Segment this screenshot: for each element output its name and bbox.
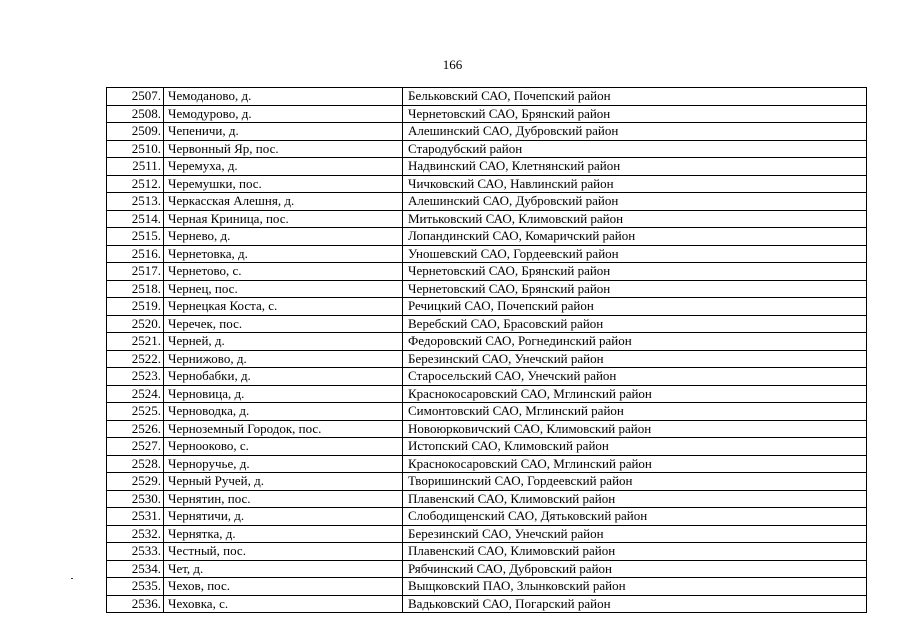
settlement-name: Черемуха, д. bbox=[164, 158, 403, 176]
row-number: 2532. bbox=[107, 525, 164, 543]
row-number: 2525. bbox=[107, 403, 164, 421]
settlement-name: Черкасская Алешня, д. bbox=[164, 193, 403, 211]
settlement-name: Чернец, пос. bbox=[164, 280, 403, 298]
row-number: 2536. bbox=[107, 595, 164, 613]
administrative-unit: Краснокосаровский САО, Мглинский район bbox=[403, 455, 867, 473]
settlements-table-body bbox=[107, 88, 867, 613]
row-number: 2508. bbox=[107, 105, 164, 123]
settlement-name: Чернятичи, д. bbox=[164, 508, 403, 526]
settlement-name: Черечек, пос. bbox=[164, 315, 403, 333]
administrative-unit: Березинский САО, Унечский район bbox=[403, 350, 867, 368]
settlement-name: Чернецкая Коста, с. bbox=[164, 298, 403, 316]
administrative-unit: Слободищенский САО, Дятьковский район bbox=[403, 508, 867, 526]
settlement-name: Червонный Яр, пос. bbox=[164, 140, 403, 158]
table-row bbox=[107, 245, 867, 263]
row-number: 2526. bbox=[107, 420, 164, 438]
settlement-name: Чернятин, пос. bbox=[164, 490, 403, 508]
row-number: 2529. bbox=[107, 473, 164, 491]
administrative-unit: Чичковский САО, Навлинский район bbox=[403, 175, 867, 193]
row-number: 2517. bbox=[107, 263, 164, 281]
table-row bbox=[107, 210, 867, 228]
administrative-unit: Выщковский ПАО, Злынковский район bbox=[403, 578, 867, 596]
settlement-name: Чеховка, с. bbox=[164, 595, 403, 613]
settlement-name: Черновица, д. bbox=[164, 385, 403, 403]
settlement-name: Чернетовка, д. bbox=[164, 245, 403, 263]
administrative-unit: Митьковский САО, Климовский район bbox=[403, 210, 867, 228]
settlements-table bbox=[106, 87, 867, 613]
settlement-name: Черноземный Городок, пос. bbox=[164, 420, 403, 438]
table-row bbox=[107, 193, 867, 211]
row-number: 2523. bbox=[107, 368, 164, 386]
table-row bbox=[107, 385, 867, 403]
row-number: 2533. bbox=[107, 543, 164, 561]
table-row bbox=[107, 455, 867, 473]
table-row bbox=[107, 578, 867, 596]
settlement-name: Чехов, пос. bbox=[164, 578, 403, 596]
settlement-name: Чернижово, д. bbox=[164, 350, 403, 368]
row-number: 2511. bbox=[107, 158, 164, 176]
administrative-unit: Федоровский САО, Рогнединский район bbox=[403, 333, 867, 351]
table-row bbox=[107, 473, 867, 491]
administrative-unit: Старосельский САО, Унечский район bbox=[403, 368, 867, 386]
table-row bbox=[107, 280, 867, 298]
settlement-name: Чемодурово, д. bbox=[164, 105, 403, 123]
administrative-unit: Веребский САО, Брасовский район bbox=[403, 315, 867, 333]
settlement-name: Чет, д. bbox=[164, 560, 403, 578]
page-number: 166 bbox=[442, 57, 463, 72]
administrative-unit: Березинский САО, Унечский район bbox=[403, 525, 867, 543]
row-number: 2535. bbox=[107, 578, 164, 596]
administrative-unit: Чернетовский САО, Брянский район bbox=[403, 263, 867, 281]
table-row bbox=[107, 438, 867, 456]
table-row bbox=[107, 368, 867, 386]
administrative-unit: Уношевский САО, Гордеевский район bbox=[403, 245, 867, 263]
row-number: 2512. bbox=[107, 175, 164, 193]
administrative-unit: Алешинский САО, Дубровский район bbox=[403, 193, 867, 211]
scan-speck bbox=[71, 578, 73, 579]
table-row bbox=[107, 88, 867, 106]
administrative-unit: Плавенский САО, Климовский район bbox=[403, 543, 867, 561]
settlement-name: Черный Ручей, д. bbox=[164, 473, 403, 491]
administrative-unit: Плавенский САО, Климовский район bbox=[403, 490, 867, 508]
table-row bbox=[107, 298, 867, 316]
row-number: 2521. bbox=[107, 333, 164, 351]
table-row bbox=[107, 420, 867, 438]
administrative-unit: Краснокосаровский САО, Мглинский район bbox=[403, 385, 867, 403]
administrative-unit: Бельковский САО, Почепский район bbox=[403, 88, 867, 106]
table-row bbox=[107, 315, 867, 333]
table-row bbox=[107, 350, 867, 368]
table-row bbox=[107, 403, 867, 421]
administrative-unit: Симонтовский САО, Мглинский район bbox=[403, 403, 867, 421]
settlement-name: Черемушки, пос. bbox=[164, 175, 403, 193]
administrative-unit: Рябчинский САО, Дубровский район bbox=[403, 560, 867, 578]
row-number: 2527. bbox=[107, 438, 164, 456]
table-row bbox=[107, 490, 867, 508]
table-row bbox=[107, 123, 867, 141]
row-number: 2510. bbox=[107, 140, 164, 158]
settlement-name: Черноводка, д. bbox=[164, 403, 403, 421]
row-number: 2514. bbox=[107, 210, 164, 228]
row-number: 2528. bbox=[107, 455, 164, 473]
administrative-unit: Творишинский САО, Гордеевский район bbox=[403, 473, 867, 491]
settlement-name: Чемоданово, д. bbox=[164, 88, 403, 106]
table-row bbox=[107, 105, 867, 123]
table-row bbox=[107, 228, 867, 246]
table-row bbox=[107, 140, 867, 158]
row-number: 2507. bbox=[107, 88, 164, 106]
administrative-unit: Чернетовский САО, Брянский район bbox=[403, 105, 867, 123]
administrative-unit: Алешинский САО, Дубровский район bbox=[403, 123, 867, 141]
row-number: 2516. bbox=[107, 245, 164, 263]
table-row bbox=[107, 543, 867, 561]
table-row bbox=[107, 333, 867, 351]
table-row bbox=[107, 595, 867, 613]
administrative-unit: Истопский САО, Климовский район bbox=[403, 438, 867, 456]
row-number: 2513. bbox=[107, 193, 164, 211]
table-row bbox=[107, 158, 867, 176]
settlement-name: Чернево, д. bbox=[164, 228, 403, 246]
settlement-name: Честный, пос. bbox=[164, 543, 403, 561]
table-row bbox=[107, 560, 867, 578]
settlement-name: Черная Криница, пос. bbox=[164, 210, 403, 228]
row-number: 2515. bbox=[107, 228, 164, 246]
row-number: 2509. bbox=[107, 123, 164, 141]
administrative-unit: Стародубский район bbox=[403, 140, 867, 158]
administrative-unit: Вадьковский САО, Погарский район bbox=[403, 595, 867, 613]
administrative-unit: Надвинский САО, Клетнянский район bbox=[403, 158, 867, 176]
row-number: 2530. bbox=[107, 490, 164, 508]
row-number: 2519. bbox=[107, 298, 164, 316]
table-row bbox=[107, 525, 867, 543]
row-number: 2518. bbox=[107, 280, 164, 298]
table-row bbox=[107, 263, 867, 281]
settlement-name: Чернобабки, д. bbox=[164, 368, 403, 386]
settlement-name: Черней, д. bbox=[164, 333, 403, 351]
settlement-name: Чернооково, с. bbox=[164, 438, 403, 456]
settlement-name: Чернятка, д. bbox=[164, 525, 403, 543]
table-row bbox=[107, 175, 867, 193]
row-number: 2520. bbox=[107, 315, 164, 333]
row-number: 2522. bbox=[107, 350, 164, 368]
administrative-unit: Чернетовский САО, Брянский район bbox=[403, 280, 867, 298]
settlement-name: Черноручье, д. bbox=[164, 455, 403, 473]
table-row bbox=[107, 508, 867, 526]
administrative-unit: Лопандинский САО, Комаричский район bbox=[403, 228, 867, 246]
administrative-unit: Речицкий САО, Почепский район bbox=[403, 298, 867, 316]
row-number: 2531. bbox=[107, 508, 164, 526]
administrative-unit: Новоюрковичский САО, Климовский район bbox=[403, 420, 867, 438]
row-number: 2524. bbox=[107, 385, 164, 403]
settlement-name: Чепеничи, д. bbox=[164, 123, 403, 141]
row-number: 2534. bbox=[107, 560, 164, 578]
settlement-name: Чернетово, с. bbox=[164, 263, 403, 281]
